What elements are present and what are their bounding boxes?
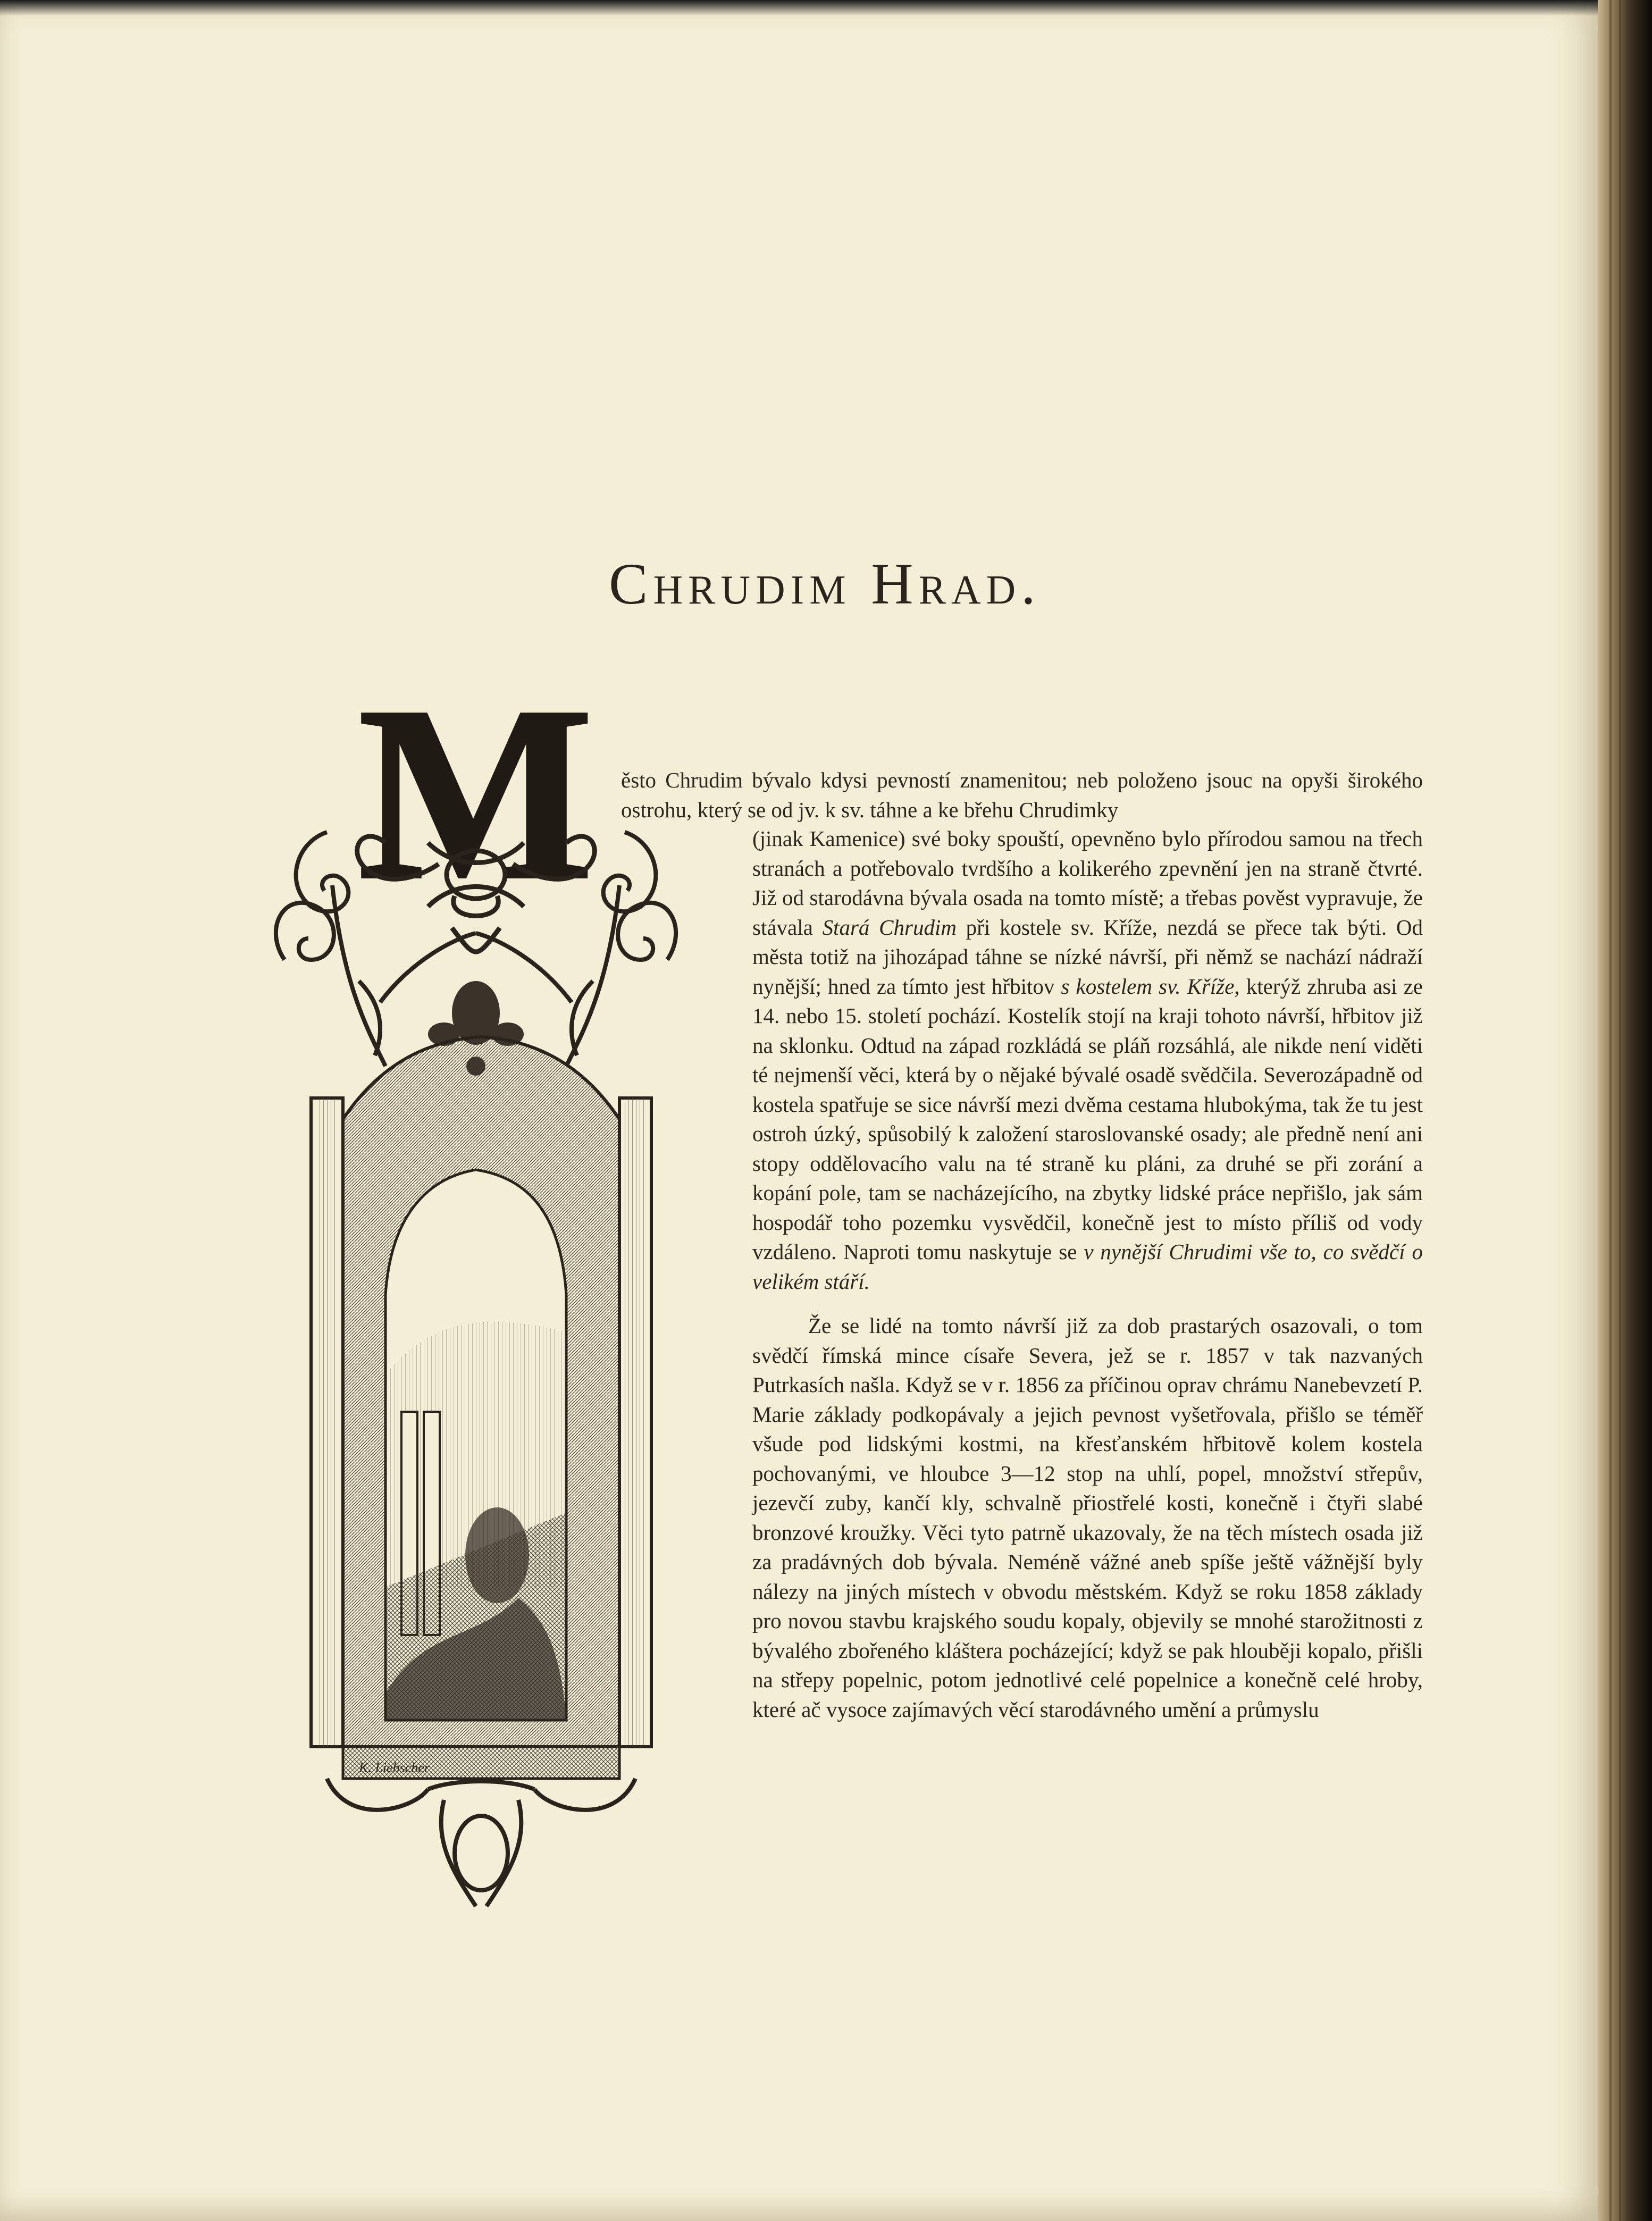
paragraph-1 (752, 824, 1423, 1296)
p1-part-a: (jinak Kamenice) své boky spouští, opevněno bylo přírodou samou na třech stranách a potřebovalo tvrdšího a kolikerého zpevnění jen na straně čtvrté. Již od starodávna bývala osada na tomto místě; a třebas pověst vypravuje, že stávala (752, 826, 1423, 940)
p1-part-c: , kterýž zhruba asi ze 14. nebo 15. století pochází. Kostelík stojí na kraji tohoto návrší, hřbitov již na sklonku. Odtud na západ rozkládá se pláň rozsáhlá, ale nikde není viděti té nejmenší věci, která by o nějaké bývalé osadě svědčila. Severozápadně od kostela spatřuje se sice návrší mezi dvěma cestama hlubokýma, tak že tu jest ostroh úzký, spůsobilý k založení staroslovanské osady; ale předně není ani stopy oddělovacího valu na té straně ku pláni, za druhé se při zorání a kopání pole, tam se nacházejícího, na zbytky lidské práce nepřišlo, jak sám hospodář toho pozemku vysvědčil, konečně jest to místo příliš od vody vzdáleno. Naproti tomu naskytuje se (752, 974, 1423, 1264)
p1-italic-c: v nynější Chrudimi vše to, co svědčí o velikém stáří. (752, 1239, 1423, 1294)
p1-italic-a: Stará Chrudim (822, 915, 957, 940)
p1-part-b: při kostele sv. Kříže, nezdá se přece tak býti. Od města totiž na jihozápad táhne se nízké návrší, při němž se nachází nádraží nynější; hned za tímto jest hřbitov (752, 915, 1423, 999)
illustrated-initial (253, 683, 710, 1938)
page-edge-line (1629, 0, 1631, 2221)
page-edge-line (1609, 0, 1612, 2221)
bottom-ornament (327, 1779, 635, 1906)
chapter-title: Chrudim Hrad. (609, 551, 1041, 616)
paragraph-2: Že se lidé na tomto návrší již za dob prastarých osazovali, o tom svědčí římská mince císaře Severa, jež se r. 1857 v tak nazvaných Putrkasích našla. Když se v r. 1856 za příčinou oprav chrámu Nanebevzetí P. Marie základy podkopávaly a jejich pevnost vyšetřovala, přišlo se téměř všude pod lidskými kostmi, na křesťanském hřbitově kolem kostela pochovanými, ve hloubce 3—12 stop na uhlí, popel, množství střepův, jezevčí zuby, kančí kly, schvalně přiostřelé kosti, konečně i čtyři slabé bronzové kroužky. Věci tyto patrně ukazovaly, že na těch místech osada již za pradávných dob bývala. Neméně vážné aneb spíše ještě vážnější byly nálezy na jiných místech v obvodu městském. Když se roku 1858 základy pro novou stavbu krajského soudu kopaly, objevily se mnohé starožitnosti z bývalého zbořeného kláštera pocházející; když se pak hlouběji kopalo, přišli na střepy popelnic, potom jednotlivé celé popelnice a konečně celé hroby, které ač vysoce zajímavých věcí starodávného umění a průmyslu (752, 1313, 1423, 1722)
drop-cap-letter: M (358, 683, 594, 932)
top-shadow (0, 0, 1598, 16)
page-edge-line (1619, 0, 1621, 2221)
drop-cap (358, 683, 594, 932)
artist-signature: K. Liebscher (359, 1760, 430, 1775)
p1-italic-b: s kostelem sv. Kříže (1061, 974, 1235, 999)
opening-lines-text: ěsto Chrudim bývalo kdysi pevností znamenitou; neb položeno jsouc na opyši širokého ostrohu, který se od jv. k sv. táhne a ke břehu Chrudimky (621, 768, 1423, 822)
page-edge (1598, 0, 1652, 2221)
opening-lines (621, 766, 1423, 825)
main-text-column (752, 824, 1423, 1724)
engraved-scene (343, 1037, 619, 1779)
